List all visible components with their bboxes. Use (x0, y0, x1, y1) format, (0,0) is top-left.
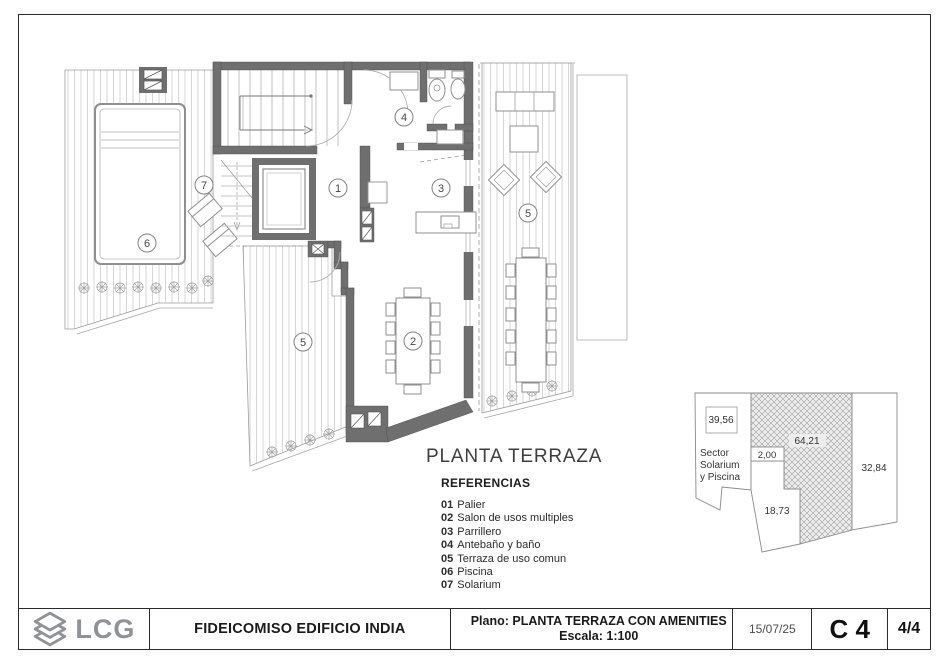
sheet-pages: 4/4 (887, 609, 930, 649)
svg-text:6: 6 (143, 238, 151, 250)
key-plan (695, 393, 897, 552)
reference-item: 07 Solarium (441, 579, 501, 592)
layers-icon (32, 611, 68, 647)
elevator (252, 158, 316, 240)
sector-label: Sector (700, 448, 729, 459)
room-label (519, 204, 537, 222)
date: 15/07/25 (732, 609, 811, 649)
sector-label: Solarium (700, 460, 740, 471)
reference-item: 04 Antebaño y baño (441, 539, 541, 552)
title-block (18, 608, 931, 650)
stairwell (228, 70, 338, 146)
svg-text:4: 4 (400, 112, 408, 124)
page-title: PLANTA TERRAZA (426, 446, 603, 467)
area-value: 39,56 (708, 415, 734, 426)
svg-text:5: 5 (299, 337, 307, 349)
room-label (294, 333, 312, 351)
room-label (432, 179, 450, 197)
plano-escala (450, 609, 732, 649)
references-heading: REFERENCIAS (441, 476, 531, 490)
area-value: 64,21 (794, 436, 820, 447)
area-value: 32,84 (861, 463, 887, 474)
references-list (441, 476, 573, 593)
escala-label: Escala: 1:100 (559, 629, 639, 643)
plano-label: Plano: PLANTA TERRAZA CON AMENITIES (470, 614, 727, 628)
room-label (195, 176, 213, 194)
reference-item: 05 Terraza de uso comun (441, 552, 567, 565)
reference-item: 01 Palier (441, 499, 486, 511)
grill-counter (416, 212, 476, 233)
reference-item: 03 Parrillero (441, 525, 502, 538)
area-value: 2,00 (757, 450, 777, 461)
logo (19, 609, 149, 649)
area-value: 18,73 (764, 506, 790, 517)
svg-text:2: 2 (409, 336, 417, 348)
svg-text:1: 1 (334, 183, 342, 195)
sector-label: y Piscina (700, 472, 741, 483)
room-label (404, 332, 422, 350)
bathroom-fixtures (390, 70, 465, 144)
vent-shaft (139, 67, 167, 93)
room-label (138, 234, 156, 252)
reference-item: 02 Salon de usos multiples (441, 512, 574, 525)
svg-text:3: 3 (437, 183, 445, 195)
project-name: FIDEICOMISO EDIFICIO INDIA (149, 609, 450, 649)
svg-text:5: 5 (524, 208, 532, 220)
sheet-code: C 4 (811, 609, 887, 649)
reference-item: 06 Piscina (441, 566, 493, 579)
room-label (329, 179, 347, 197)
room-label (395, 108, 413, 126)
logo-text: LCG (75, 613, 136, 644)
svg-text:7: 7 (200, 180, 208, 192)
